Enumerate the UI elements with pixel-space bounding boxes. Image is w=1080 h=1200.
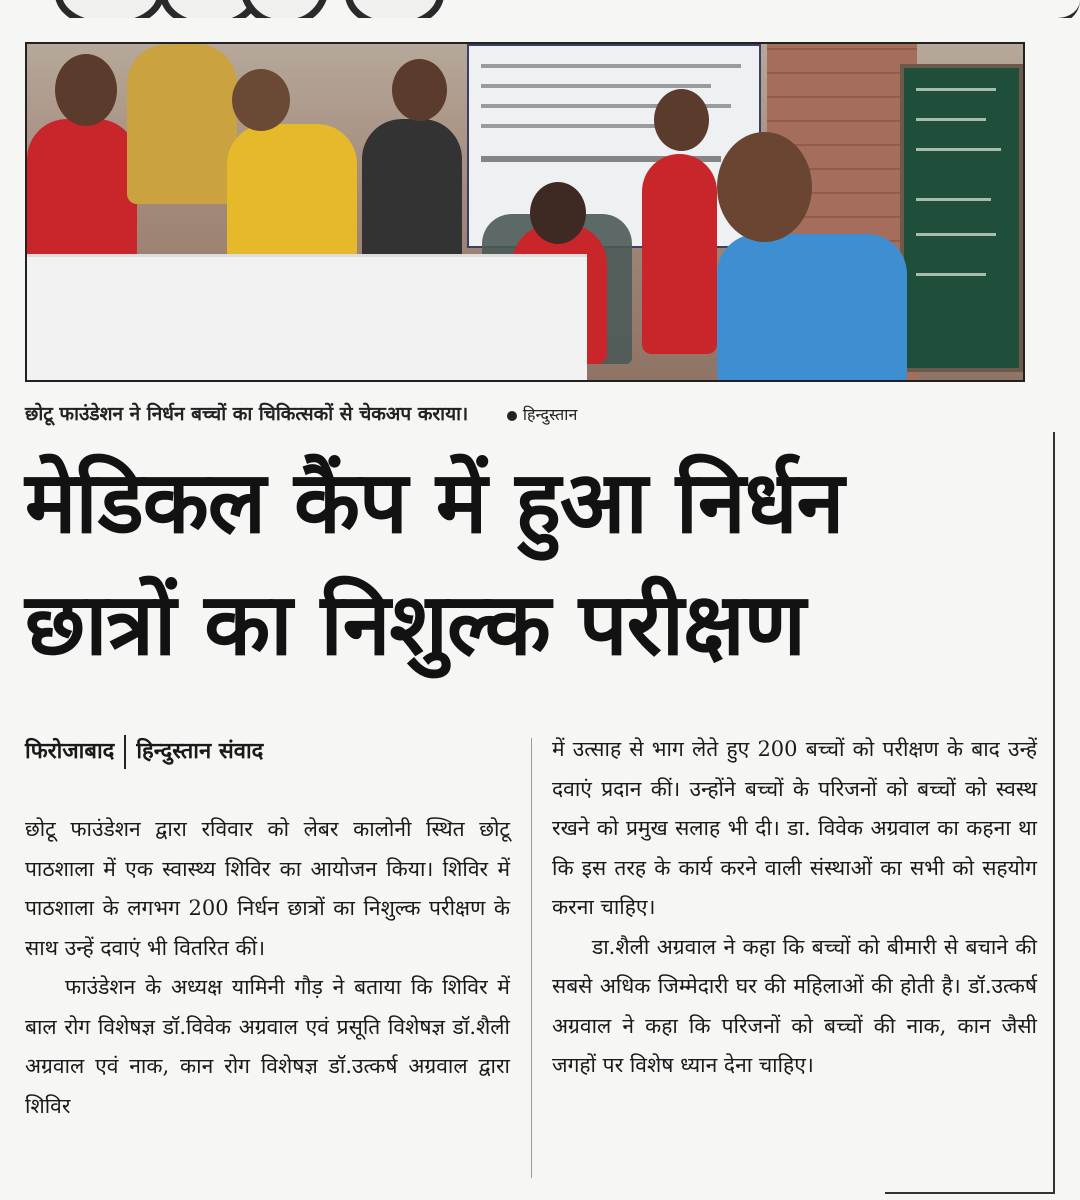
headline-line-1: मेडिकल कैंप में हुआ निर्धन	[25, 453, 844, 553]
masthead-fragment	[0, 0, 1080, 18]
news-photo	[25, 42, 1025, 382]
masthead-corner	[990, 0, 1080, 18]
headline	[25, 442, 1025, 686]
article-paragraph: छोटू फाउंडेशन द्वारा रविवार को लेबर कालोनी स्थित छोटू पाठशाला में एक स्वास्थ्य शिविर का आयोजन किया। शिविर में पाठशाला के लगभग 200 निर्धन छात्रों का निशुल्क परीक्षण के साथ उन्हें दवाएं भी वितरित कीं।	[25, 817, 510, 960]
article-column-left	[25, 810, 510, 1126]
photo-credit	[507, 405, 577, 424]
article-paragraph: डा.शैली अग्रवाल ने कहा कि बच्चों को बीमारी से बचाने की सबसे अधिक जिम्मेदारी घर की महिलाओं की होती है। डॉ.उत्कर्ष अग्रवाल ने कहा कि परिजनों को बच्चों की नाक, कान जैसी जगहों पर विशेष ध्यान देना चाहिए।	[552, 934, 1037, 1077]
article-column-right	[552, 730, 1037, 1086]
masthead-shape	[240, 0, 329, 18]
chalkboard	[900, 64, 1023, 372]
bottom-rule	[885, 1192, 1055, 1194]
article-paragraph: फाउंडेशन के अध्यक्ष यामिनी गौड़ ने बताया कि शिविर में बाल रोग विशेषज्ञ डॉ.विवेक अग्रवाल एवं प्रसूति विशेषज्ञ डॉ.शैली अग्रवाल एवं नाक, कान रोग विशेषज्ञ डॉ.उत्कर्ष अग्रवाल द्वारा शिविर	[25, 975, 510, 1118]
headline-line-2: छात्रों का निशुल्क परीक्षण	[25, 575, 805, 675]
table	[27, 254, 587, 382]
dateline	[25, 735, 263, 769]
dateline-separator	[124, 735, 126, 769]
dateline-place: फिरोजाबाद	[25, 739, 115, 764]
bullet-icon	[507, 411, 517, 421]
masthead-shape	[345, 0, 444, 18]
caption-text: छोटू फाउंडेशन ने निर्धन बच्चों का चिकित्सकों से चेकअप कराया।	[25, 403, 469, 425]
article-paragraph: में उत्साह से भाग लेते हुए 200 बच्चों को परीक्षण के बाद उन्हें दवाएं प्रदान कीं। उन्होंने बच्चों के परिजनों को बच्चों को स्वस्थ रखने को प्रमुख सलाह भी दी। डा. विवेक अग्रवाल का कहना था कि इस तरह के कार्य करने वाली संस्थाओं का सभी को सहयोग करना चाहिए।	[552, 737, 1037, 919]
dateline-source: हिन्दुस्तान संवाद	[136, 739, 264, 764]
photo-caption	[25, 400, 577, 426]
masthead-shape	[55, 0, 164, 18]
credit-text: हिन्दुस्तान	[522, 405, 578, 424]
column-divider	[531, 738, 532, 1178]
column-rule	[1053, 432, 1055, 1192]
